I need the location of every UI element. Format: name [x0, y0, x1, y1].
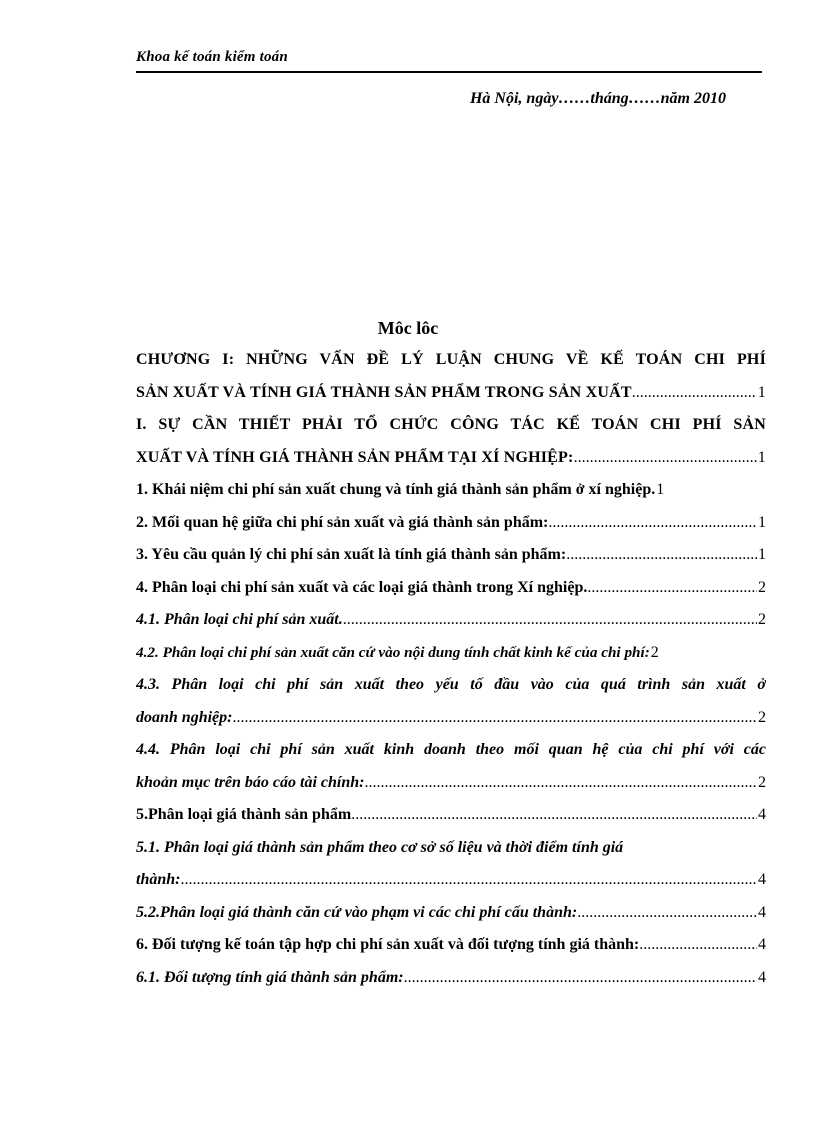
toc-page-number: 1	[757, 383, 766, 401]
department-name: Khoa kế toán kiểm toán	[136, 49, 288, 65]
toc-entry-label: 2. Mối quan hệ giữa chi phí sản xuất và giá thành sản phẩm:	[136, 513, 549, 531]
dot-leader	[566, 539, 757, 572]
toc-entry[interactable]	[136, 669, 766, 702]
dot-leader	[632, 377, 757, 410]
toc-entry[interactable]	[136, 377, 766, 410]
toc-page-number: 2	[758, 611, 766, 628]
toc-entry-label: thành:	[136, 871, 181, 888]
toc-entry-label: khoản mục trên báo cáo tài chính:	[136, 773, 365, 791]
toc-entry-label: doanh nghiệp:	[136, 708, 233, 726]
toc-entry-label: 6.1. Đối tượng tính giá thành sản phẩm:	[136, 968, 404, 986]
toc-entry-label: XUẤT VÀ TÍNH GIÁ THÀNH SẢN PHẨM TẠI XÍ NGHIỆP:	[136, 448, 574, 466]
dot-leader	[639, 929, 757, 962]
toc-entry-label: 4.2. Phân loại chi phí sản xuất căn cứ vào nội dung tính chất kinh kế của chi phí:	[136, 643, 650, 661]
dot-leader	[404, 962, 757, 995]
toc-entry-label: 5.2.Phân loại giá thành căn cứ vào phạm vi các chi phí cấu thành:	[136, 903, 578, 921]
toc-entry[interactable]	[136, 702, 766, 735]
toc-entry[interactable]	[136, 539, 766, 572]
toc-entry-label: I. SỰ CẦN THIẾT PHẢI TỔ CHỨC CÔNG TÁC KẾ TOÁN CHI PHÍ SẢN	[136, 416, 766, 433]
toc-page-number: 1	[656, 481, 665, 498]
toc-entry[interactable]	[136, 962, 766, 995]
toc-page-number: 4	[758, 806, 766, 823]
toc-entry-label: 5.Phân loại giá thành sản phẩm	[136, 806, 352, 823]
toc-entry[interactable]	[136, 409, 766, 442]
toc-title: Môc lôc	[377, 318, 439, 338]
dot-leader	[548, 507, 757, 540]
toc-entry[interactable]	[136, 767, 766, 800]
toc-page-number: 4	[758, 936, 766, 953]
toc-entry-label: 4. Phân loại chi phí sản xuất và các loại giá thành trong Xí nghiệp.	[136, 578, 588, 596]
toc-entry-label: 6. Đối tượng kế toán tập hợp chi phí sản xuất và đối tượng tính giá thành:	[136, 936, 640, 953]
toc-entry-label: 5.1. Phân loại giá thành sản phẩm theo cơ sở số liệu và thời điểm tính giá	[136, 838, 624, 856]
dot-leader	[577, 897, 757, 930]
dot-leader	[587, 572, 757, 605]
toc-entry-label: CHƯƠNG I: NHỮNG VẤN ĐỀ LÝ LUẬN CHUNG VỀ KẾ TOÁN CHI PHÍ	[136, 351, 766, 368]
dot-leader	[343, 604, 757, 637]
toc-entry-label: 4.3. Phân loại chi phí sản xuất theo yếu tố đầu vào của quá trình sản xuất ở	[136, 676, 766, 693]
toc-entry[interactable]	[136, 572, 766, 605]
dot-leader	[232, 702, 757, 735]
toc-entry[interactable]	[136, 604, 766, 637]
toc-entry-label: 3. Yêu cầu quản lý chi phí sản xuất là tính giá thành sản phẩm:	[136, 546, 567, 563]
toc-entry[interactable]	[136, 442, 766, 475]
toc-entry[interactable]	[136, 929, 766, 962]
toc-page-number: 2	[758, 708, 766, 726]
toc-entry[interactable]	[136, 474, 766, 507]
toc-entry-label: 4.1. Phân loại chi phí sản xuất.	[136, 611, 343, 628]
dot-leader	[364, 767, 757, 800]
page-header	[136, 46, 762, 73]
toc-page-number: 1	[757, 448, 766, 466]
toc-entry-label: SẢN XUẤT VÀ TÍNH GIÁ THÀNH SẢN PHẨM TRONG SẢN XUẤT	[136, 383, 632, 401]
toc-entry-label: 1. Khái niệm chi phí sản xuất chung và tính giá thành sản phẩm ở xí nghiệp.	[136, 481, 656, 498]
toc-page-number: 2	[758, 773, 766, 791]
date-line: Hà Nội, ngày……tháng……năm 2010	[469, 90, 726, 107]
toc-entry-label: 4.4. Phân loại chi phí sản xuất kinh doanh theo mối quan hệ của chi phí với các	[136, 741, 766, 758]
toc-page-number: 4	[758, 968, 766, 986]
toc-entry[interactable]	[136, 864, 766, 897]
toc-entry[interactable]	[136, 507, 766, 540]
dot-leader	[180, 864, 757, 897]
toc-entry[interactable]	[136, 897, 766, 930]
toc-entry[interactable]	[136, 344, 766, 377]
toc-page-number: 2	[650, 643, 659, 661]
toc-entry[interactable]	[136, 637, 766, 670]
dot-leader	[574, 442, 757, 475]
toc-page-number: 4	[758, 871, 766, 888]
toc-page-number: 1	[758, 513, 766, 531]
toc-page-number: 2	[758, 578, 766, 596]
toc-entry[interactable]	[136, 799, 766, 832]
toc-page-number: 1	[758, 546, 766, 563]
toc-entry[interactable]	[136, 734, 766, 767]
toc-entry[interactable]	[136, 832, 766, 865]
dot-leader	[351, 799, 757, 832]
table-of-contents	[136, 344, 766, 994]
toc-page-number: 4	[758, 903, 766, 921]
